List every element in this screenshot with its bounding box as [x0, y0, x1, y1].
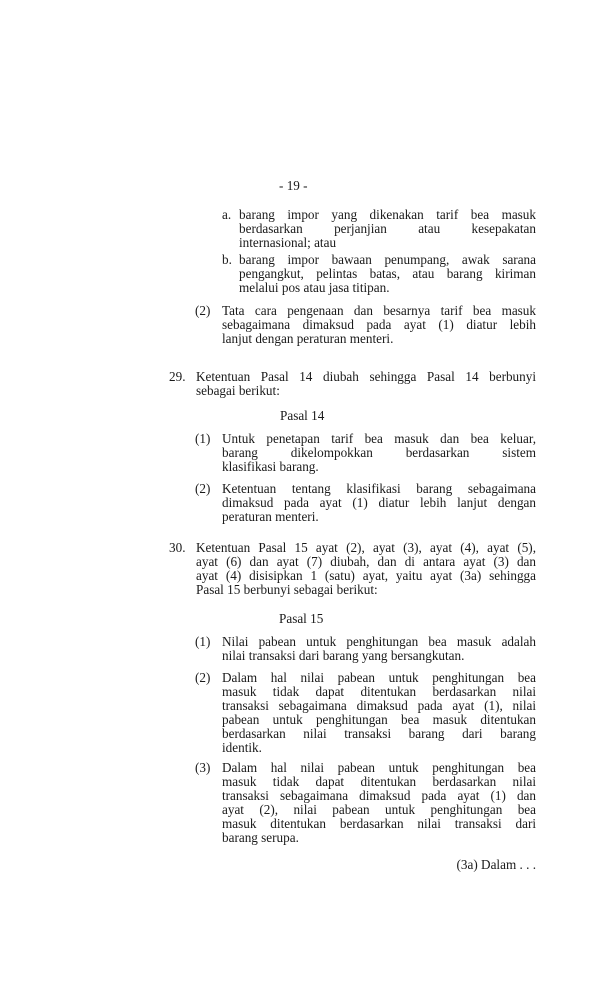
text-line: Untuk penetapan tarif bea masuk dan bea keluar,	[222, 431, 536, 446]
text-line: Ketentuan tentang klasifikasi barang sebagaimana	[222, 481, 536, 496]
text-line: masuk tidak dapat ditentukan berdasarkan nilai	[222, 684, 536, 699]
list-marker: (1)	[195, 431, 211, 446]
text-line: peraturan menteri.	[222, 509, 319, 524]
text-line: sebagai berikut:	[196, 383, 280, 398]
text-line: lanjut dengan peraturan menteri.	[222, 331, 394, 346]
continuation-text: (3a) Dalam . . .	[456, 857, 536, 872]
text-line: berdasarkan nilai transaksi barang dari barang	[222, 726, 536, 741]
pasal-15-heading: Pasal 15	[279, 611, 324, 626]
text-line: barang impor yang dikenakan tarif bea masuk	[239, 207, 536, 222]
text-line: Tata cara pengenaan dan besarnya tarif bea masuk	[222, 303, 536, 318]
text-line: barang impor bawaan penumpang, awak sarana	[239, 252, 536, 267]
text-line: pabean untuk penghitungan bea masuk ditentukan	[222, 712, 536, 727]
item-30	[196, 541, 536, 597]
text-line: masuk tidak dapat ditentukan berdasarkan nilai	[222, 774, 536, 789]
list-marker: (3)	[195, 760, 211, 775]
list-marker: (2)	[195, 481, 211, 496]
item-b	[239, 253, 536, 295]
pasal14-ayat-1	[222, 432, 536, 474]
pasal13-ayat-2	[222, 304, 536, 346]
text-line: ayat (4) disisipkan 1 (satu) ayat, yaitu ayat (3a) sehingga	[196, 568, 536, 583]
item-29	[196, 370, 536, 398]
list-marker: b.	[222, 252, 232, 267]
list-marker: (1)	[195, 634, 211, 649]
pasal14-ayat-2	[222, 482, 536, 524]
pasal15-ayat-2	[222, 671, 536, 755]
text-line: masuk ditentukan berdasarkan nilai transaksi dari	[222, 816, 536, 831]
text-line: identik.	[222, 740, 262, 755]
text-line: Ketentuan Pasal 15 ayat (2), ayat (3), ayat (4), ayat (5),	[196, 540, 536, 555]
text-line: ayat (6) dan ayat (7) diubah, dan di antara ayat (3) dan	[196, 554, 536, 569]
text-line: melalui pos atau jasa titipan.	[239, 280, 390, 295]
text-line: transaksi sebagaimana dimaksud pada ayat (1), nilai	[222, 698, 536, 713]
item-a	[239, 208, 536, 250]
text-line: dimaksud pada ayat (1) diatur lebih lanjut dengan	[222, 495, 536, 510]
pasal15-ayat-3	[222, 761, 536, 845]
text-line: pengangkut, pelintas batas, atau barang kiriman	[239, 266, 536, 281]
list-marker: a.	[222, 207, 232, 222]
text-line: barang serupa.	[222, 830, 299, 845]
list-marker: (2)	[195, 670, 211, 685]
text-line: internasional; atau	[239, 235, 337, 250]
text-line: Ketentuan Pasal 14 diubah sehingga Pasal 14 berbunyi	[196, 369, 536, 384]
text-line: Dalam hal nilai pabean untuk penghitungan bea	[222, 670, 536, 685]
text-line: ayat (2), nilai pabean untuk penghitungan bea	[222, 802, 536, 817]
text-line: Pasal 15 berbunyi sebagai berikut:	[196, 582, 378, 597]
page-number: - 19 -	[279, 178, 308, 193]
text-line: Dalam hal nilai pabean untuk penghitungan bea	[222, 760, 536, 775]
text-line: nilai transaksi dari barang yang bersangkutan.	[222, 648, 465, 663]
text-line: sebagaimana dimaksud pada ayat (1) diatur lebih	[222, 317, 536, 332]
pasal-14-heading: Pasal 14	[280, 408, 325, 423]
pasal15-ayat-1	[222, 635, 536, 663]
text-line: berdasarkan perjanjian atau kesepakatan	[239, 221, 536, 236]
list-marker: (2)	[195, 303, 211, 318]
text-line: Nilai pabean untuk penghitungan bea masuk adalah	[222, 634, 536, 649]
list-marker: 30.	[169, 540, 186, 555]
list-marker: 29.	[169, 369, 186, 384]
text-line: transaksi sebagaimana dimaksud pada ayat (1) dan	[222, 788, 536, 803]
text-line: barang dikelompokkan berdasarkan sistem	[222, 445, 536, 460]
text-line: klasifikasi barang.	[222, 459, 319, 474]
